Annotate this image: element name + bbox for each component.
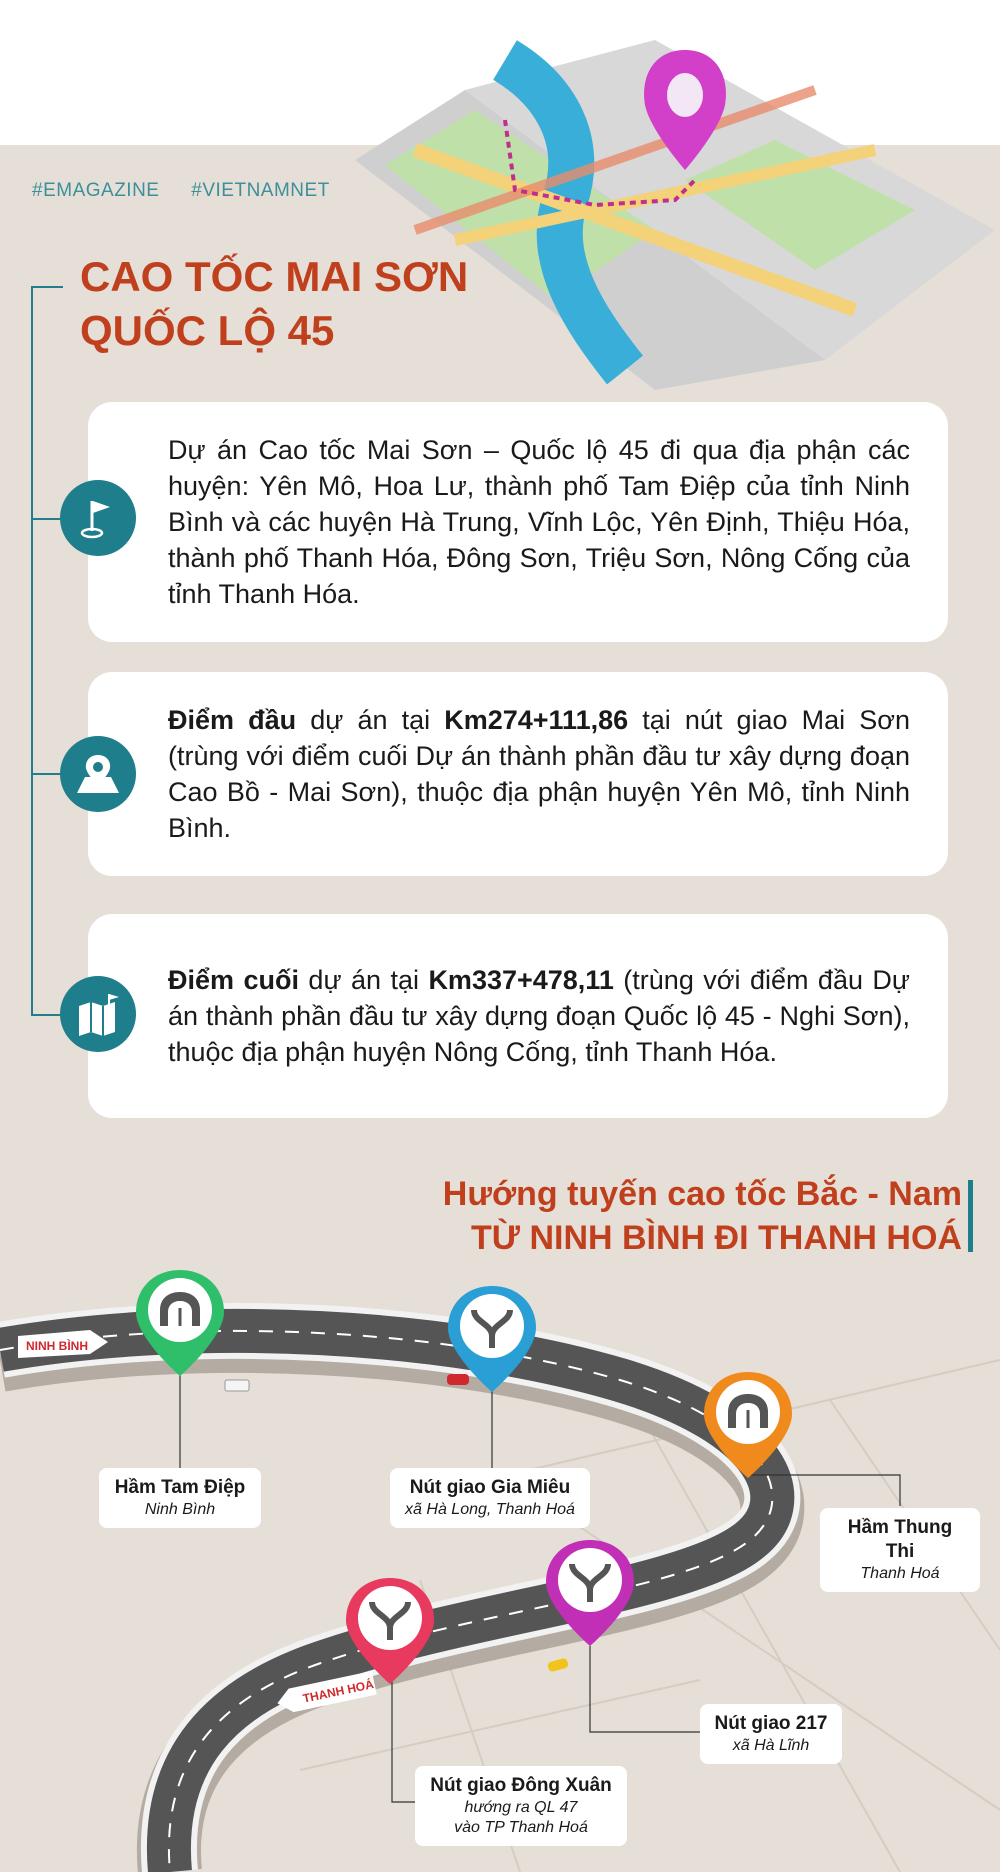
card-text: tại nút giao Mai Sơn (trùng với điểm cuối Dự án thành phần đầu tư xây dựng đoạn Cao Bồ - Mai Sơn), thuộc địa phận huyện Yên Mô, tỉnh Ninh Bình.: [168, 705, 910, 843]
stop-name: Nút giao Đông Xuân: [430, 1775, 612, 1796]
stop-label-nut-giao-217: [700, 1704, 842, 1764]
stop-label-dong-xuan: [415, 1766, 627, 1846]
info-card-start-point: [88, 672, 948, 876]
info-card-districts: [88, 402, 948, 642]
hashtag-vietnamnet[interactable]: #VIETNAMNET: [191, 180, 330, 201]
timeline-line: [31, 286, 33, 1016]
stop-name: Hầm Thung Thi: [847, 1517, 953, 1562]
stop-name: Nút giao Gia Miêu: [409, 1477, 571, 1498]
tunnel-pin-icon: [700, 1368, 796, 1482]
hashtag-emagazine[interactable]: #EMAGAZINE: [32, 180, 160, 201]
route-title-line-1: Hướng tuyến cao tốc Bắc - Nam: [442, 1175, 962, 1213]
card-text: dự án tại: [298, 965, 429, 995]
sign-start-label: NINH BÌNH: [26, 1339, 88, 1353]
flag-icon: [60, 480, 136, 556]
junction-pin-icon: [444, 1282, 540, 1396]
title-line-1: CAO TỐC MAI SƠN: [80, 253, 469, 300]
folded-map-icon: [60, 976, 136, 1052]
stop-location: hướng ra QL 47: [464, 1799, 578, 1816]
stop-location-2: vào TP Thanh Hoá: [454, 1819, 588, 1836]
route-title-accent: [968, 1180, 973, 1252]
start-point-label: Điểm đầu: [168, 705, 297, 735]
card-text: dự án tại: [296, 705, 445, 735]
start-km: Km274+111,86: [444, 705, 629, 735]
end-km: Km337+478,11: [428, 965, 614, 995]
stop-location: xã Hà Lĩnh: [732, 1737, 810, 1754]
route-title: [443, 1172, 962, 1260]
tunnel-pin-icon: [132, 1266, 228, 1380]
hashtags: [32, 180, 356, 202]
info-card-end-point: [88, 914, 948, 1118]
end-point-label: Điểm cuối: [168, 965, 299, 995]
title-line-2: QUỐC LỘ 45: [80, 307, 335, 354]
route-title-line-2: TỪ NINH BÌNH ĐI THANH HOÁ: [471, 1219, 962, 1257]
stop-label-ham-tam-diep: [99, 1468, 261, 1528]
stop-name: Hầm Tam Điệp: [114, 1477, 246, 1498]
yellow-car-icon: [547, 1658, 569, 1673]
stop-location: xã Hà Long, Thanh Hoá: [405, 1501, 575, 1518]
junction-pin-icon: [342, 1574, 438, 1688]
stop-location: Thanh Hoá: [860, 1565, 940, 1582]
card-text: (trùng với điểm đầu Dự án thành phần đầu tư xây dựng đoạn Quốc lộ 45 - Nghi Sơn), thuộc địa phận huyện Nông Cống, tỉnh Thanh Hóa.: [168, 965, 910, 1067]
timeline-top-branch: [31, 286, 63, 288]
map-pin-icon: [60, 736, 136, 812]
junction-pin-icon: [542, 1536, 638, 1650]
sign-end-label: THANH HOÁ: [301, 1677, 375, 1706]
stop-label-gia-mieu: [390, 1468, 590, 1528]
stop-label-ham-thung-thi: [820, 1508, 980, 1592]
stop-name: Nút giao 217: [714, 1713, 828, 1734]
stop-location: Ninh Bình: [144, 1501, 216, 1518]
page-title: [80, 250, 468, 358]
card-text: Dự án Cao tốc Mai Sơn – Quốc lộ 45 đi qua địa phận các huyện: Yên Mô, Hoa Lư, thành phố Tam Điệp của tỉnh Ninh Bình và các huyện Hà Trung, Vĩnh Lộc, Yên Định, Thiệu Hóa, thành phố Thanh Hóa, Đông Sơn, Triệu Sơn, Nông Cống của tỉnh Thanh Hóa.: [168, 435, 910, 609]
truck-icon: [225, 1380, 249, 1391]
